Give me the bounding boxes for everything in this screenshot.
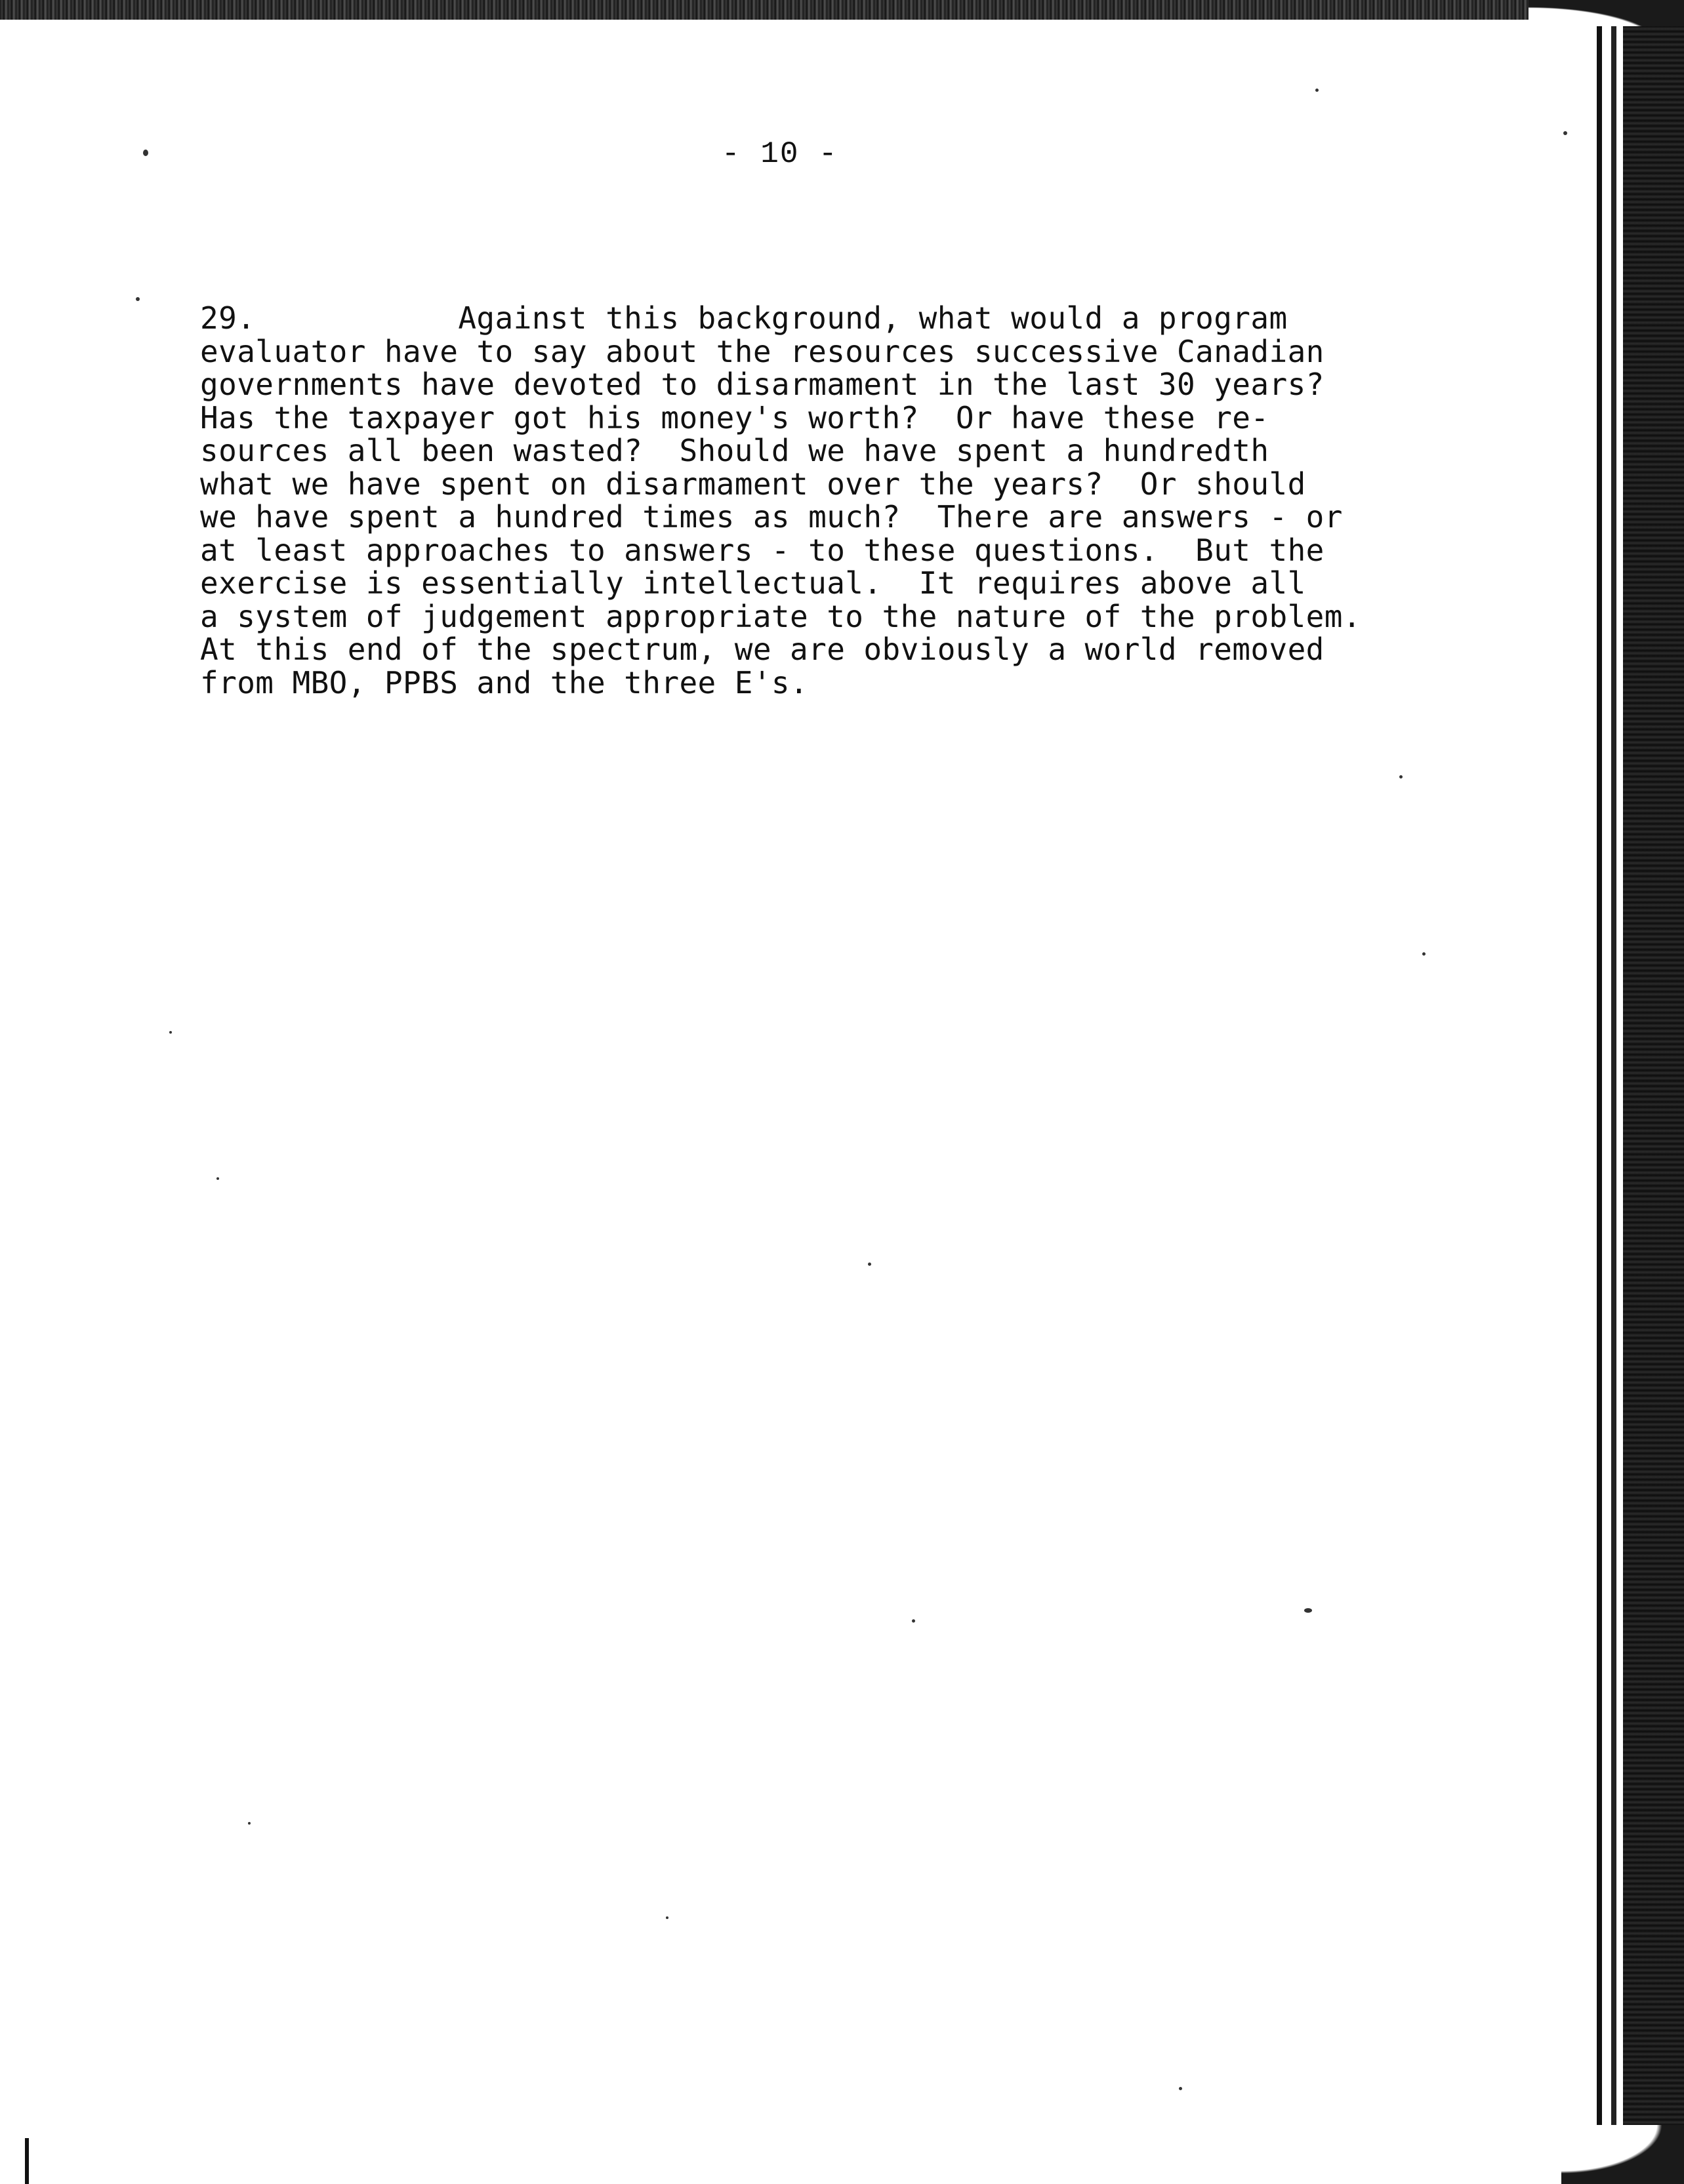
paragraph-line: what we have spent on disarmament over the years? Or should bbox=[200, 466, 1306, 502]
paragraph-line: Has the taxpayer got his money's worth? Or have these re- bbox=[200, 399, 1269, 435]
scan-top-edge bbox=[0, 0, 1684, 20]
scan-speck bbox=[1422, 952, 1426, 956]
page-curl-bottom bbox=[1561, 2125, 1684, 2184]
scan-left-edge-mark bbox=[25, 2138, 29, 2184]
paragraph-line: 29. Against this background, what would a program bbox=[200, 300, 1288, 336]
paragraph-line: we have spent a hundred times as much? There are answers - or bbox=[200, 499, 1343, 535]
scan-speck bbox=[248, 1822, 251, 1825]
paragraph-line: exercise is essentially intellectual. It requires above all bbox=[200, 565, 1306, 601]
paragraph-line: at least approaches to answers - to these questions. But the bbox=[200, 532, 1325, 568]
scan-speck bbox=[216, 1177, 219, 1180]
paragraph-line: At this end of the spectrum, we are obviously a world removed bbox=[200, 632, 1325, 667]
paragraph-line: from MBO, PPBS and the three E's. bbox=[200, 664, 809, 700]
paragraph-line: governments have devoted to disarmament in the last 30 years? bbox=[200, 367, 1325, 402]
paragraph-line: evaluator have to say about the resources successive Canadian bbox=[200, 333, 1325, 369]
paragraph-29 bbox=[200, 302, 1486, 699]
binding-edge-shadow bbox=[1623, 26, 1684, 2184]
scan-speck bbox=[1399, 775, 1403, 779]
scan-speck bbox=[912, 1619, 915, 1623]
scan-speck bbox=[1315, 89, 1319, 92]
scan-speck bbox=[1304, 1608, 1312, 1613]
scan-speck bbox=[1179, 2087, 1182, 2090]
scan-speck bbox=[868, 1263, 871, 1266]
scan-speck bbox=[1563, 131, 1567, 135]
paragraph-line: a system of judgement appropriate to the nature of the problem. bbox=[200, 598, 1361, 634]
scan-speck bbox=[143, 150, 148, 156]
scan-speck bbox=[666, 1916, 668, 1919]
page-number: - 10 - bbox=[722, 137, 838, 171]
scan-speck bbox=[136, 297, 140, 301]
paragraph-line: sources all been wasted? Should we have spent a hundredth bbox=[200, 433, 1269, 468]
scan-speck bbox=[169, 1031, 172, 1034]
